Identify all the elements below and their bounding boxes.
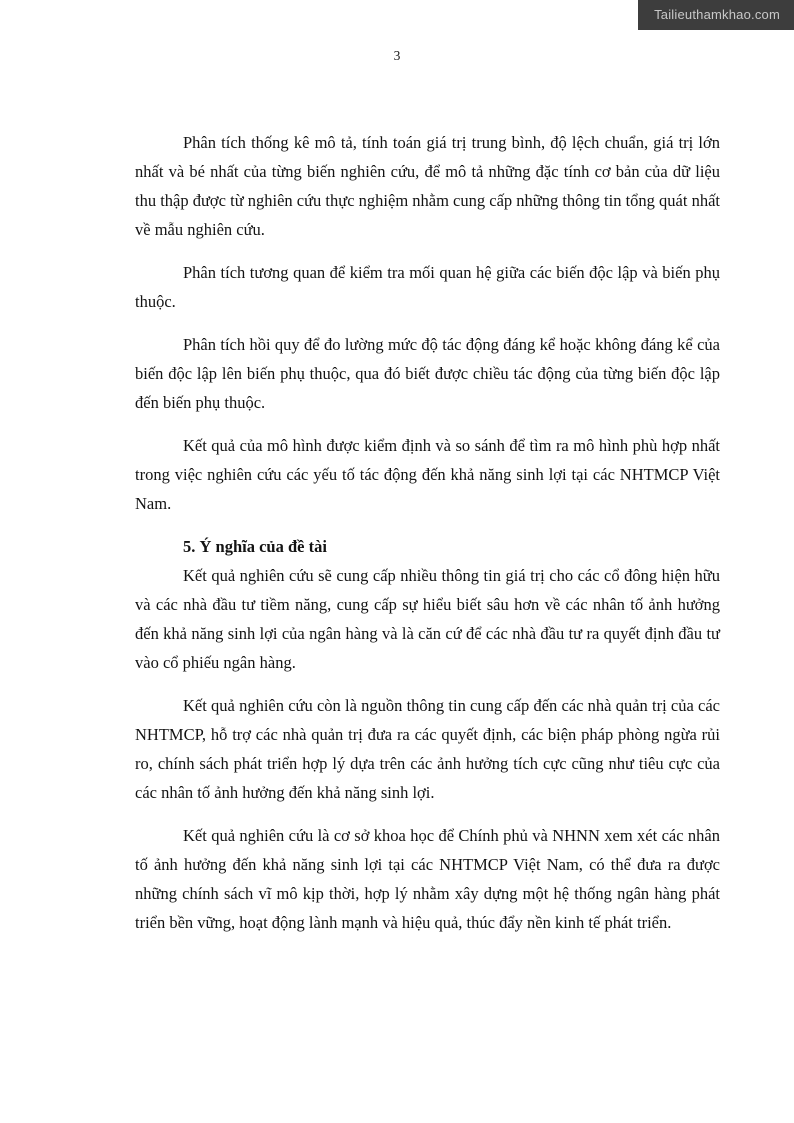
document-body: [135, 128, 720, 951]
page-number: 3: [393, 48, 401, 63]
paragraph-1: Phân tích thống kê mô tả, tính toán giá trị trung bình, độ lệch chuẩn, giá trị lớn nhất và bé nhất của từng biến nghiên cứu, để mô tả những đặc tính cơ bản của dữ liệu thu thập được từ nghiên cứu thực nghiệm nhằm cung cấp những thông tin tổng quát nhất về mẫu nghiên cứu.: [135, 133, 721, 239]
paragraph-6: Kết quả nghiên cứu còn là nguồn thông tin cung cấp đến các nhà quản trị của các NHTMCP, hỗ trợ các nhà quản trị đưa ra các quyết định, các biện pháp phòng ngừa rủi ro, chính sách phát triển hợp lý dựa trên các ảnh hưởng tích cực cũng như tiêu cực của các nhân tố ảnh hưởng đến khả năng sinh lợi.: [135, 696, 720, 802]
watermark-badge: Tailieuthamkhao.com: [638, 0, 794, 30]
paragraph-2: Phân tích tương quan để kiểm tra mối quan hệ giữa các biến độc lập và biến phụ thuộc.: [135, 263, 720, 311]
paragraph-4: Kết quả của mô hình được kiểm định và so sánh để tìm ra mô hình phù hợp nhất trong việc nghiên cứu các yếu tố tác động đến khả năng sinh lợi tại các NHTMCP Việt Nam.: [135, 436, 720, 513]
paragraph-3: Phân tích hồi quy để đo lường mức độ tác động đáng kể hoặc không đáng kể của biến độc lập lên biến phụ thuộc, qua đó biết được chiều tác động của từng biến độc lập đến biến phụ thuộc.: [135, 335, 720, 412]
paragraph-7: Kết quả nghiên cứu là cơ sở khoa học để Chính phủ và NHNN xem xét các nhân tố ảnh hưởng đến khả năng sinh lợi tại các NHTMCP Việt Nam, có thể đưa ra được những chính sách vĩ mô kịp thời, hợp lý nhằm xây dựng một hệ thống ngân hàng phát triển bền vững, hoạt động lành mạnh và hiệu quả, thúc đẩy nền kinh tế phát triển.: [135, 826, 720, 932]
section-heading: 5. Ý nghĩa của đề tài: [183, 537, 327, 556]
paragraph-5: Kết quả nghiên cứu sẽ cung cấp nhiều thông tin giá trị cho các cổ đông hiện hữu và các nhà đầu tư tiềm năng, cung cấp sự hiểu biết sâu hơn về các nhân tố ảnh hưởng đến khả năng sinh lợi của ngân hàng và là căn cứ để các nhà đầu tư ra quyết định đầu tư vào cổ phiếu ngân hàng.: [135, 566, 720, 672]
